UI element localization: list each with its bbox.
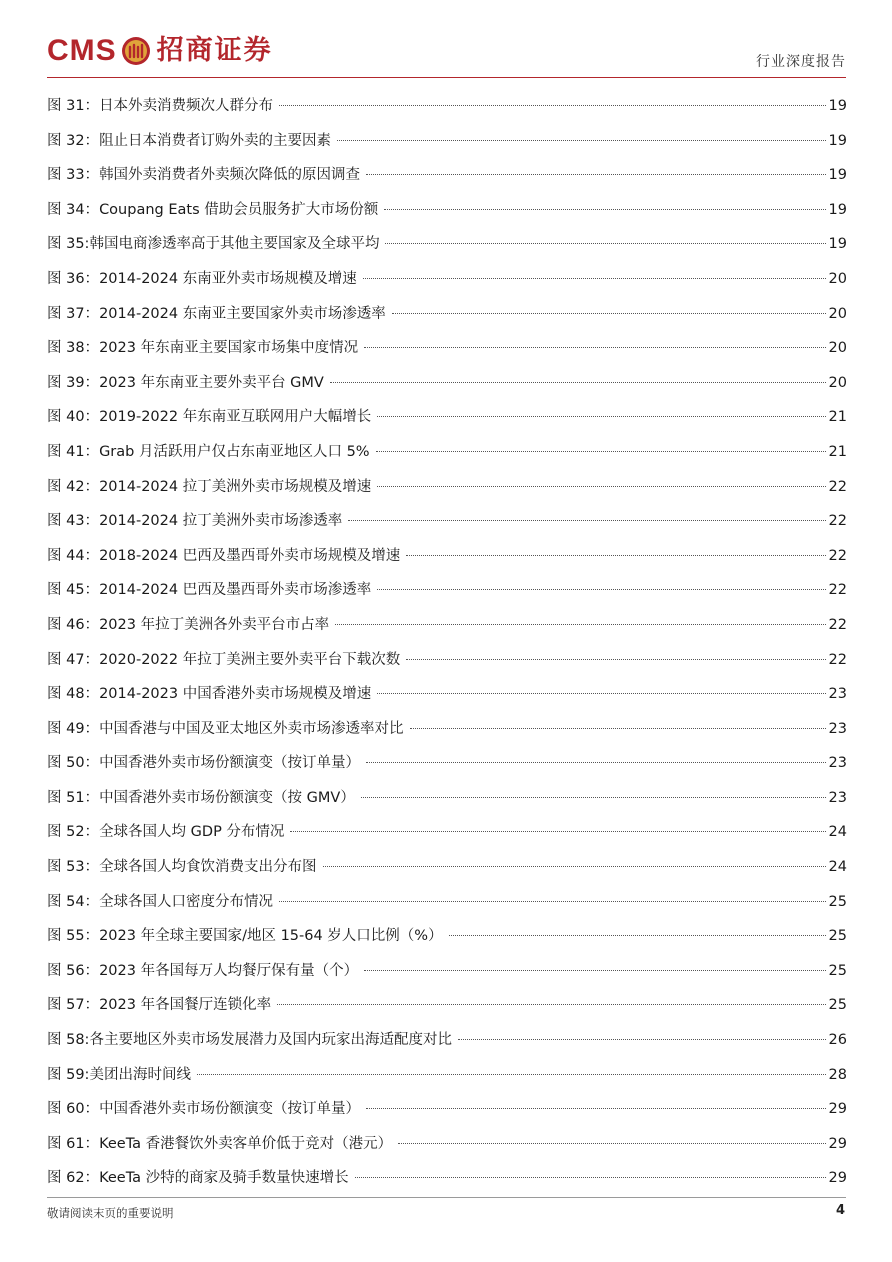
footer-divider (47, 1197, 846, 1198)
toc-figure-number: 图 34： (47, 201, 100, 218)
toc-figure-title: 2023 年东南亚主要国家市场集中度情况 (99, 340, 359, 357)
toc-figure-title: 2014-2024 拉丁美洲外卖市场规模及增速 (99, 478, 372, 495)
toc-figure-title: 2014-2024 东南亚主要国家外卖市场渗透率 (99, 305, 386, 322)
toc-figure-number: 图 59: (47, 1066, 90, 1083)
toc-entry[interactable] (47, 227, 847, 262)
toc-dot-leader (410, 728, 826, 729)
toc-dot-leader (279, 901, 825, 902)
toc-figure-number: 图 35: (47, 236, 90, 253)
toc-figure-title: 美团出海时间线 (89, 1066, 191, 1083)
toc-entry[interactable] (47, 1161, 847, 1196)
toc-figure-title: 中国香港外卖市场份额演变（按订单量） (99, 755, 361, 772)
toc-figure-number: 图 58: (47, 1032, 90, 1049)
toc-figure-title: 2023 年拉丁美洲各外卖平台市占率 (99, 616, 330, 633)
toc-figure-title: 韩国外卖消费者外卖频次降低的原因调查 (99, 167, 361, 184)
toc-dot-leader (364, 347, 825, 348)
toc-figure-number: 图 41： (47, 443, 100, 460)
toc-figure-number: 图 53： (47, 859, 100, 876)
toc-entry[interactable] (47, 89, 847, 124)
toc-figure-number: 图 52： (47, 824, 100, 841)
toc-dot-leader (355, 1177, 826, 1178)
toc-entry[interactable] (47, 781, 847, 816)
toc-figure-title: 2014-2023 中国香港外卖市场规模及增速 (99, 686, 372, 703)
toc-entry[interactable] (47, 850, 847, 885)
toc-entry[interactable] (47, 712, 847, 747)
toc-page-number: 23 (828, 686, 847, 703)
toc-dot-leader (277, 1004, 825, 1005)
toc-dot-leader (406, 659, 825, 660)
toc-page-number: 25 (828, 893, 847, 910)
toc-figure-title: 2020-2022 年拉丁美洲主要外卖平台下载次数 (99, 651, 401, 668)
toc-page-number: 24 (828, 859, 847, 876)
toc-figure-number: 图 57： (47, 997, 100, 1014)
toc-entry[interactable] (47, 573, 847, 608)
toc-figure-title: 全球各国人口密度分布情况 (99, 893, 274, 910)
toc-dot-leader (366, 1108, 825, 1109)
toc-figure-title: 2023 年各国每万人均餐厅保有量（个） (99, 962, 359, 979)
toc-entry[interactable] (47, 366, 847, 401)
toc-page-number: 20 (828, 270, 847, 287)
toc-dot-leader (377, 693, 825, 694)
toc-dot-leader (384, 209, 825, 210)
toc-figure-number: 图 47： (47, 651, 100, 668)
toc-page-number: 22 (828, 582, 847, 599)
toc-figure-title: 2023 年东南亚主要外卖平台 GMV (99, 374, 324, 391)
toc-page-number: 25 (828, 928, 847, 945)
toc-figure-title: 全球各国人均 GDP 分布情况 (99, 824, 285, 841)
toc-dot-leader (377, 589, 825, 590)
toc-page-number: 21 (828, 409, 847, 426)
toc-figure-number: 图 45： (47, 582, 100, 599)
toc-figure-number: 图 61： (47, 1135, 100, 1152)
figure-index-list (47, 89, 847, 1196)
toc-entry[interactable] (47, 193, 847, 228)
toc-page-number: 22 (828, 478, 847, 495)
toc-dot-leader (377, 416, 825, 417)
toc-entry[interactable] (47, 331, 847, 366)
toc-figure-number: 图 48： (47, 686, 100, 703)
page-header (0, 0, 892, 82)
toc-entry[interactable] (47, 608, 847, 643)
toc-entry[interactable] (47, 677, 847, 712)
toc-page-number: 24 (828, 824, 847, 841)
toc-page-number: 20 (828, 374, 847, 391)
toc-dot-leader (337, 140, 825, 141)
toc-page-number: 19 (828, 132, 847, 149)
toc-entry[interactable] (47, 746, 847, 781)
toc-figure-title: Grab 月活跃用户仅占东南亚地区人口 5% (99, 443, 370, 460)
toc-dot-leader (385, 243, 825, 244)
toc-dot-leader (366, 174, 825, 175)
toc-figure-number: 图 33： (47, 167, 100, 184)
toc-figure-number: 图 39： (47, 374, 100, 391)
toc-page-number: 19 (828, 167, 847, 184)
toc-figure-title: 阻止日本消费者订购外卖的主要因素 (99, 132, 332, 149)
toc-figure-title: 日本外卖消费频次人群分布 (99, 98, 274, 114)
toc-dot-leader (323, 866, 826, 867)
toc-dot-leader (406, 555, 825, 556)
toc-figure-number: 图 55： (47, 928, 100, 945)
page-number: 4 (835, 1203, 845, 1218)
toc-figure-number: 图 50： (47, 755, 100, 772)
toc-page-number: 21 (828, 443, 847, 460)
toc-page-number: 22 (828, 513, 847, 530)
toc-page-number: 23 (828, 755, 847, 772)
toc-page-number: 25 (828, 997, 847, 1014)
toc-entry[interactable] (47, 1092, 847, 1127)
toc-entry[interactable] (47, 539, 847, 574)
toc-entry[interactable] (47, 988, 847, 1023)
toc-page-number: 20 (828, 305, 847, 322)
toc-dot-leader (330, 382, 826, 383)
toc-dot-leader (364, 970, 825, 971)
toc-figure-title: 2014-2024 拉丁美洲外卖市场渗透率 (99, 513, 343, 530)
report-type-label: 行业深度报告 (756, 54, 846, 70)
toc-entry[interactable] (47, 124, 847, 159)
toc-figure-number: 图 31： (47, 98, 100, 114)
footer-disclaimer: 敬请阅读末页的重要说明 (47, 1206, 174, 1220)
toc-page-number: 20 (828, 340, 847, 357)
toc-page-number: 23 (828, 789, 847, 806)
toc-page-number: 25 (828, 962, 847, 979)
toc-figure-title: 2023 年各国餐厅连锁化率 (99, 997, 272, 1014)
toc-dot-leader (449, 935, 826, 936)
toc-figure-title: 2019-2022 年东南亚互联网用户大幅增长 (99, 409, 372, 426)
toc-entry[interactable] (47, 504, 847, 539)
toc-dot-leader (377, 486, 825, 487)
toc-dot-leader (197, 1074, 826, 1075)
toc-dot-leader (290, 831, 825, 832)
toc-entry[interactable] (47, 885, 847, 920)
toc-page-number: 19 (828, 98, 847, 114)
toc-figure-title: 中国香港外卖市场份额演变（按订单量） (99, 1101, 361, 1118)
toc-dot-leader (398, 1143, 825, 1144)
toc-entry[interactable] (47, 470, 847, 505)
toc-figure-number: 图 40： (47, 409, 100, 426)
toc-page-number: 28 (828, 1066, 847, 1083)
toc-entry[interactable] (47, 1127, 847, 1162)
toc-page-number: 23 (828, 720, 847, 737)
toc-page-number: 29 (828, 1135, 847, 1152)
toc-page-number: 26 (828, 1032, 847, 1049)
toc-figure-title: KeeTa 香港餐饮外卖客单价低于竞对（港元） (99, 1135, 393, 1152)
header-divider (47, 77, 846, 78)
toc-figure-number: 图 46： (47, 616, 100, 633)
toc-dot-leader (335, 624, 825, 625)
toc-entry[interactable] (47, 435, 847, 470)
toc-entry[interactable] (47, 815, 847, 850)
toc-figure-title: 各主要地区外卖市场发展潜力及国内玩家出海适配度对比 (89, 1032, 452, 1049)
toc-dot-leader (366, 762, 825, 763)
toc-dot-leader (458, 1039, 826, 1040)
toc-entry[interactable] (47, 643, 847, 678)
toc-figure-title: Coupang Eats 借助会员服务扩大市场份额 (99, 201, 379, 218)
toc-figure-number: 图 51： (47, 789, 100, 806)
toc-entry[interactable] (47, 297, 847, 332)
toc-page-number: 22 (828, 651, 847, 668)
logo-latin-text: CMS (47, 34, 117, 67)
logo-emblem-icon (121, 36, 151, 66)
toc-figure-title: 中国香港与中国及亚太地区外卖市场渗透率对比 (99, 720, 404, 737)
toc-figure-number: 图 32： (47, 132, 100, 149)
logo-chinese-text: 招商证券 (156, 35, 273, 66)
toc-figure-title: KeeTa 沙特的商家及骑手数量快速增长 (99, 1170, 349, 1187)
toc-figure-title: 2023 年全球主要国家/地区 15-64 岁人口比例（%） (99, 928, 443, 945)
toc-entry[interactable] (47, 158, 847, 193)
toc-figure-title: 2014-2024 东南亚外卖市场规模及增速 (99, 270, 357, 287)
toc-figure-number: 图 36： (47, 270, 100, 287)
toc-page-number: 29 (828, 1170, 847, 1187)
toc-figure-number: 图 49： (47, 720, 100, 737)
toc-dot-leader (361, 797, 826, 798)
toc-dot-leader (348, 520, 825, 521)
toc-figure-title: 2018-2024 巴西及墨西哥外卖市场规模及增速 (99, 547, 401, 564)
toc-figure-number: 图 54： (47, 893, 100, 910)
toc-figure-number: 图 44： (47, 547, 100, 564)
toc-dot-leader (279, 105, 825, 106)
toc-page-number: 29 (828, 1101, 847, 1118)
toc-figure-number: 图 38： (47, 340, 100, 357)
toc-page-number: 22 (828, 616, 847, 633)
toc-page-number: 19 (828, 236, 847, 253)
toc-dot-leader (392, 313, 826, 314)
toc-figure-title: 中国香港外卖市场份额演变（按 GMV） (99, 789, 355, 806)
toc-entry[interactable] (47, 1023, 847, 1058)
toc-entry[interactable] (47, 262, 847, 297)
toc-entry[interactable] (47, 400, 847, 435)
toc-page-number: 22 (828, 547, 847, 564)
toc-page-number: 19 (828, 201, 847, 218)
toc-figure-number: 图 37： (47, 305, 100, 322)
toc-dot-leader (363, 278, 826, 279)
toc-figure-number: 图 42： (47, 478, 100, 495)
toc-figure-number: 图 60： (47, 1101, 100, 1118)
toc-entry[interactable] (47, 919, 847, 954)
toc-figure-title: 2014-2024 巴西及墨西哥外卖市场渗透率 (99, 582, 372, 599)
toc-figure-number: 图 56： (47, 962, 100, 979)
toc-figure-number: 图 62： (47, 1170, 100, 1187)
toc-dot-leader (376, 451, 826, 452)
toc-entry[interactable] (47, 1058, 847, 1093)
toc-figure-title: 韩国电商渗透率高于其他主要国家及全球平均 (89, 236, 380, 253)
toc-figure-number: 图 43： (47, 513, 100, 530)
toc-figure-title: 全球各国人均食饮消费支出分布图 (99, 859, 317, 876)
company-logo (47, 33, 273, 69)
toc-entry[interactable] (47, 954, 847, 989)
